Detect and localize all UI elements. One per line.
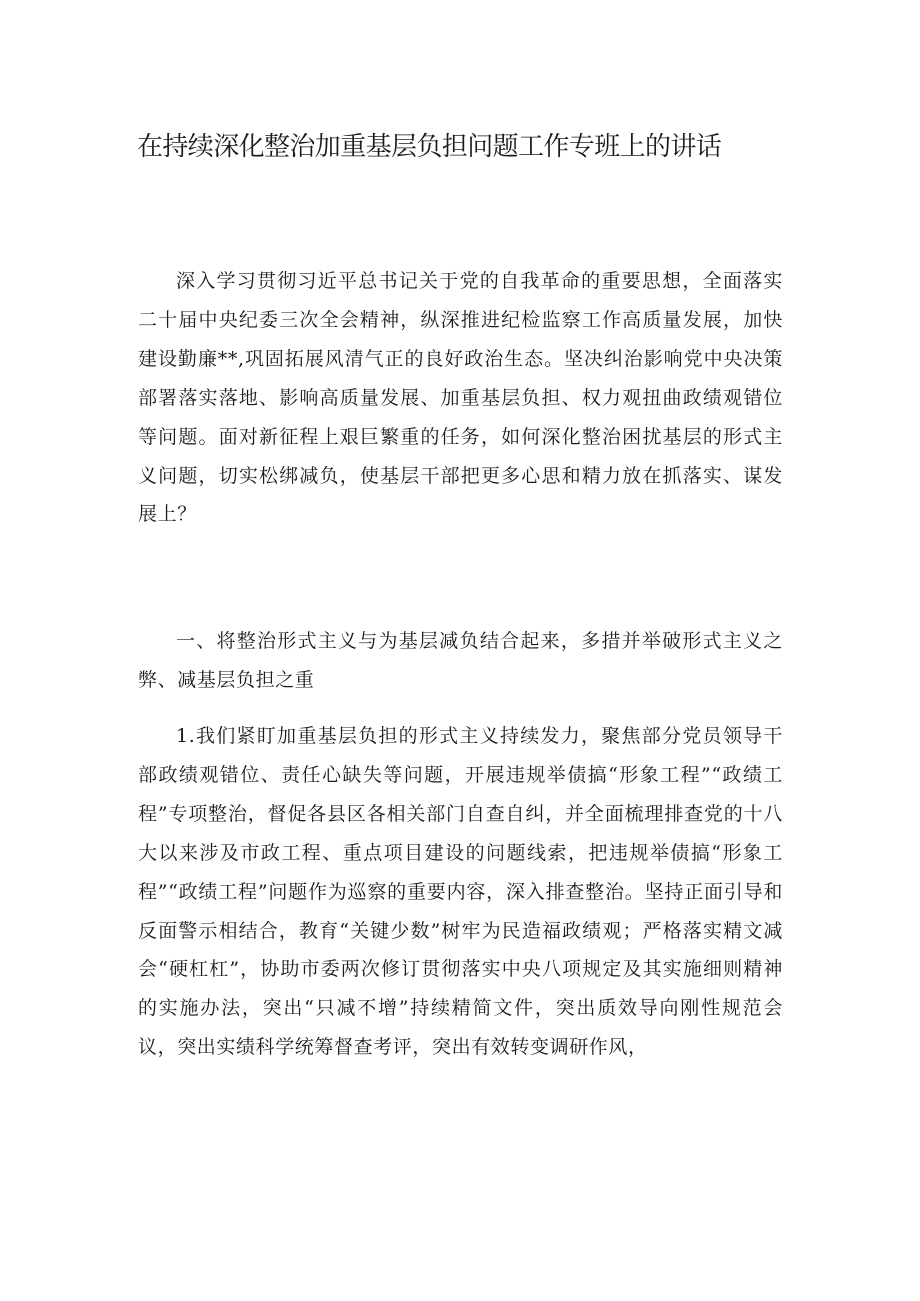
paragraph-item-1: 1.我们紧盯加重基层负担的形式主义持续发力，聚焦部分党员领导干部政绩观错位、责任心缺失等问题，开展违规举债搞“形象工程”“政绩工程”专项整治，督促各县区各相关部门自查自纠，并全面梳理排查党的十八大以来涉及市政工程、重点项目建设的问题线索，把违规举债搞“形象工程”“政绩工程”问题作为巡察的重要内容，深入排查整治。坚持正面引导和反面警示相结合，教育“关键少数”树牢为民造福政绩观；严格落实精文减会“硬杠杠”，协助市委两次修订贯彻落实中央八项规定及其实施细则精神的实施办法，突出“只减不增”持续精简文件，突出质效导向刚性规范会议，突出实绩科学统筹督查考评，突出有效转变调研作风， (138, 725, 783, 1059)
paragraph-intro: 深入学习贯彻习近平总书记关于党的自我革命的重要思想，全面落实二十届中央纪委三次全会精神，纵深推进纪检监察工作高质量发展，加快建设勤廉**,巩固拓展风清气正的良好政治生态。坚决纠治影响党中央决策部署落实落地、影响高质量发展、加重基层负担、权力观扭曲政绩观错位等问题。面对新征程上艰巨繁重的任务，如何深化整治困扰基层的形式主义问题，切实松绑减负，使基层干部把更多心思和精力放在抓落实、谋发展上？ (138, 270, 783, 526)
document-title: 在持续深化整治加重基层负担问题工作专班上的讲话 (137, 132, 722, 162)
section-heading-1: 一、将整治形式主义与为基层减负结合起来，多措并举破形式主义之弊、减基层负担之重 (138, 630, 783, 691)
